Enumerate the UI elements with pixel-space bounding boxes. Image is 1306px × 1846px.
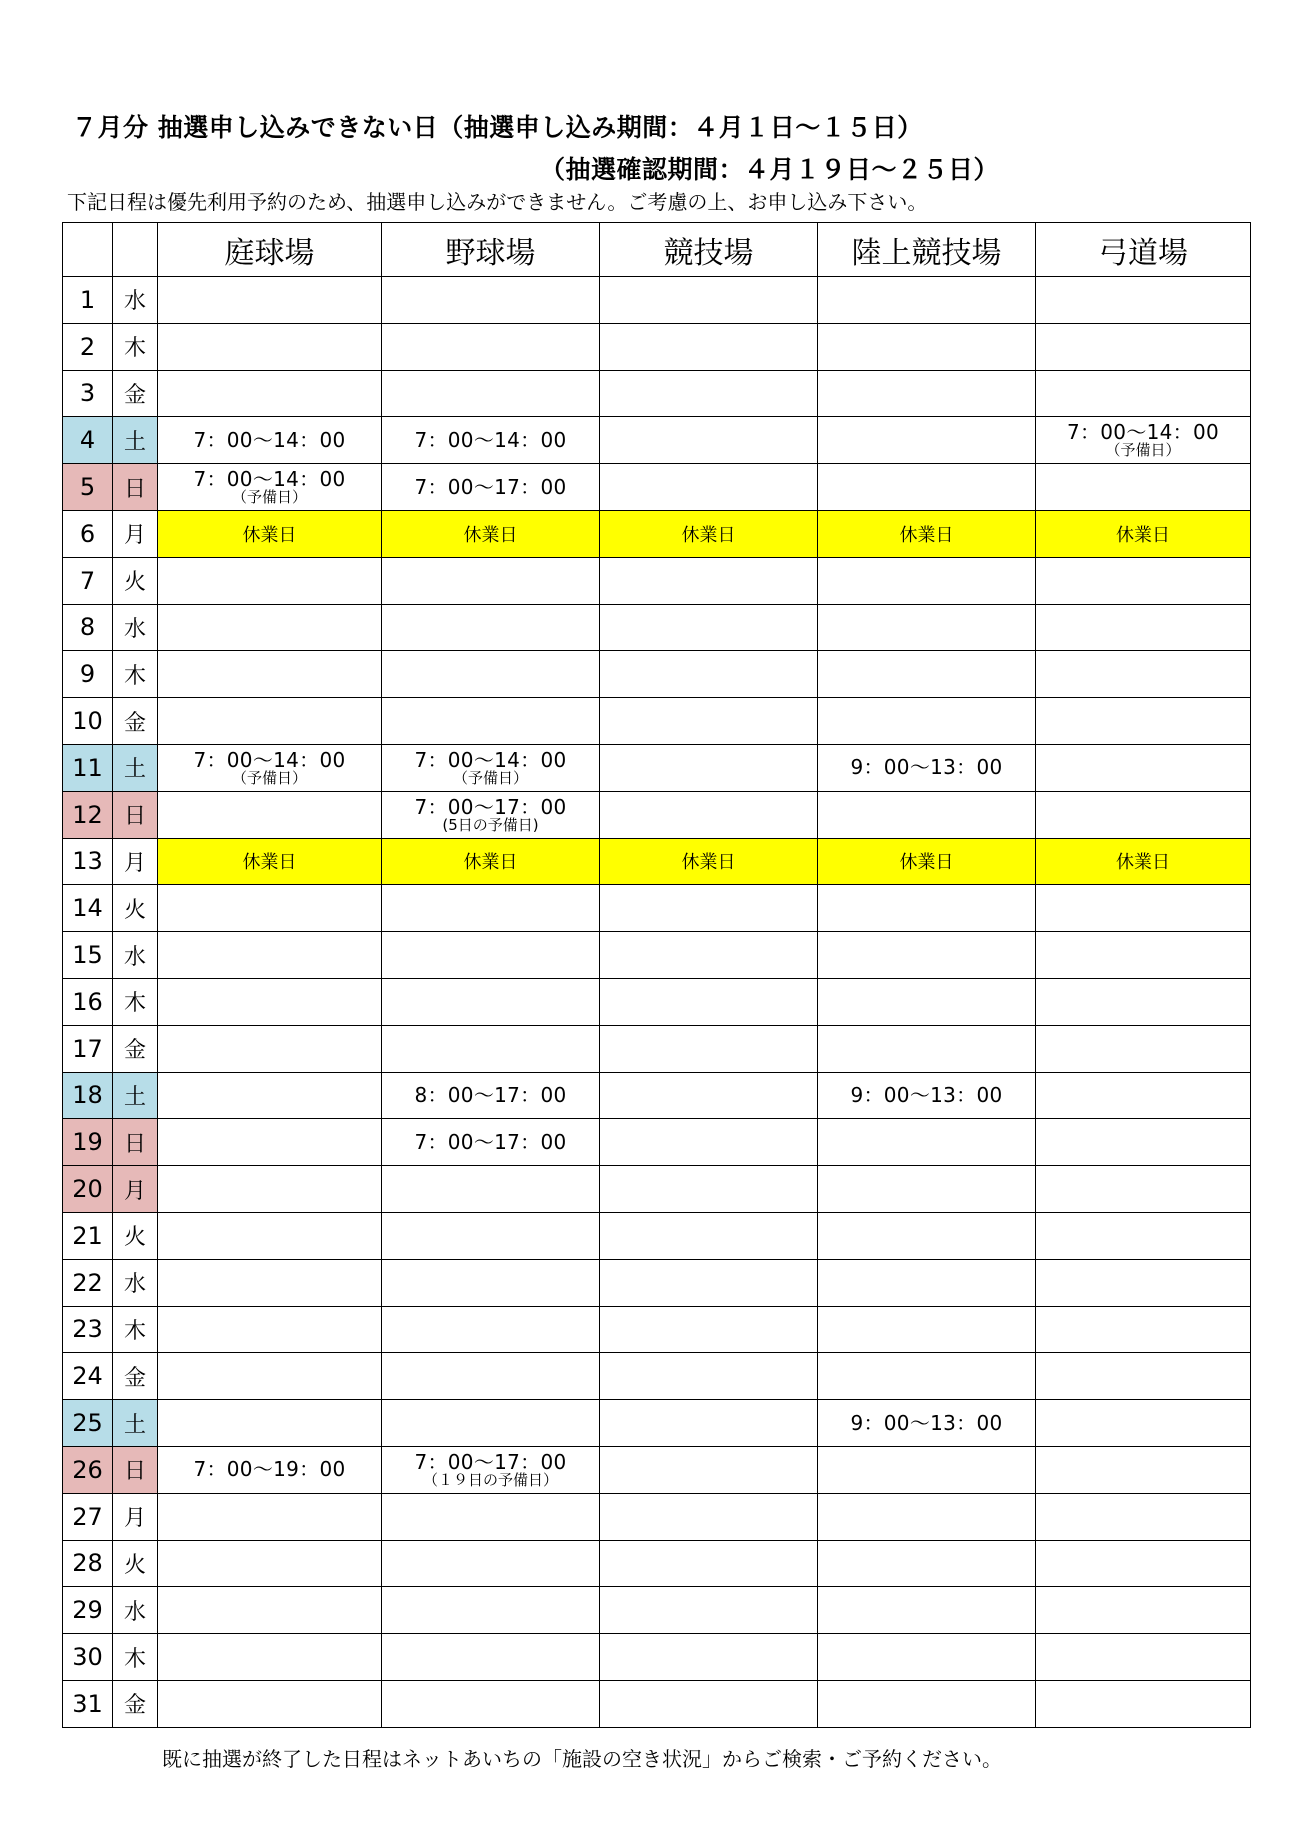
reservation-cell [600, 1119, 818, 1166]
day-number: 4 [63, 417, 113, 464]
reservation-cell [818, 1446, 1036, 1493]
reservation-cell [1036, 417, 1251, 464]
reservation-cell [818, 277, 1036, 324]
reservation-cell [600, 1587, 818, 1634]
reservation-cell [600, 698, 818, 745]
reservation-cell [158, 978, 382, 1025]
day-of-week: 水 [113, 277, 158, 324]
reservation-cell [818, 1306, 1036, 1353]
reservation-cell [1036, 1259, 1251, 1306]
reservation-cell [1036, 1353, 1251, 1400]
reservation-cell [158, 417, 382, 464]
reservation-cell [158, 1072, 382, 1119]
reservation-cell [818, 604, 1036, 651]
reservation-cell [600, 1072, 818, 1119]
reservation-cell [818, 791, 1036, 838]
reservation-cell [818, 1025, 1036, 1072]
reservation-cell [1036, 744, 1251, 791]
reservation-cell [600, 1306, 818, 1353]
closed-day-cell: 休業日 [818, 510, 1036, 557]
reservation-cell [818, 1072, 1036, 1119]
day-number: 19 [63, 1119, 113, 1166]
table-row [63, 1634, 1251, 1681]
closed-day-cell: 休業日 [600, 510, 818, 557]
reservation-cell [818, 978, 1036, 1025]
day-of-week: 水 [113, 1259, 158, 1306]
table-row [63, 1259, 1251, 1306]
reservation-cell [600, 1353, 818, 1400]
reservation-cell [382, 1306, 600, 1353]
reserve-note: （予備日） [452, 768, 528, 787]
day-of-week: 木 [113, 323, 158, 370]
reservation-cell [1036, 651, 1251, 698]
table-row [63, 1587, 1251, 1634]
page-title: ７月分 抽選申し込みできない日（抽選申し込み期間：４月１日～１５日） [72, 113, 923, 142]
reservation-cell [600, 557, 818, 604]
reservation-cell [600, 1166, 818, 1213]
reservation-cell [382, 1493, 600, 1540]
reservation-cell [382, 1259, 600, 1306]
reserved-time: 7：00～14：00 [193, 427, 346, 452]
facility-header: 競技場 [600, 223, 818, 277]
day-of-week: 金 [113, 1680, 158, 1727]
reservation-cell [600, 323, 818, 370]
day-number: 30 [63, 1634, 113, 1681]
reservation-cell [818, 557, 1036, 604]
reserved-time: 7：00～14：00 [414, 747, 567, 772]
closed-day-cell: 休業日 [382, 510, 600, 557]
reservation-cell [382, 464, 600, 511]
day-of-week: 金 [113, 698, 158, 745]
table-row [63, 510, 1251, 557]
reservation-cell [600, 1493, 818, 1540]
day-of-week: 木 [113, 651, 158, 698]
day-number: 10 [63, 698, 113, 745]
day-of-week: 木 [113, 978, 158, 1025]
reservation-cell [1036, 1493, 1251, 1540]
reserved-time: 7：00～19：00 [193, 1457, 346, 1482]
reservation-cell [1036, 932, 1251, 979]
table-row [63, 978, 1251, 1025]
reservation-cell [818, 932, 1036, 979]
reservation-cell [382, 1119, 600, 1166]
day-number: 13 [63, 838, 113, 885]
day-number: 20 [63, 1166, 113, 1213]
reservation-cell [600, 1634, 818, 1681]
reservation-cell [600, 417, 818, 464]
reservation-cell [818, 1634, 1036, 1681]
closed-day-cell: 休業日 [382, 838, 600, 885]
table-row [63, 1025, 1251, 1072]
reservation-cell [158, 1680, 382, 1727]
day-of-week: 月 [113, 1166, 158, 1213]
reservation-cell [158, 557, 382, 604]
table-row [63, 557, 1251, 604]
day-number: 29 [63, 1587, 113, 1634]
table-row [63, 1680, 1251, 1727]
reservation-cell [818, 370, 1036, 417]
schedule-table [62, 222, 1251, 1728]
reservation-cell [818, 1493, 1036, 1540]
reservation-cell [818, 698, 1036, 745]
reservation-cell [158, 1400, 382, 1447]
reserved-time: 7：00～17：00 [414, 794, 567, 819]
reservation-cell [158, 1025, 382, 1072]
day-of-week: 木 [113, 1634, 158, 1681]
table-row [63, 932, 1251, 979]
reservation-cell [600, 1540, 818, 1587]
table-row [63, 1446, 1251, 1493]
day-number: 28 [63, 1540, 113, 1587]
day-of-week: 水 [113, 1587, 158, 1634]
day-number: 31 [63, 1680, 113, 1727]
reservation-cell [1036, 1540, 1251, 1587]
reservation-cell [158, 1353, 382, 1400]
footer-text: 既に抽選が終了した日程はネットあいちの「施設の空き状況」からご検索・ご予約ください。 [162, 1747, 1002, 1771]
day-number: 9 [63, 651, 113, 698]
table-row [63, 1400, 1251, 1447]
reservation-cell [382, 417, 600, 464]
schedule-body [63, 277, 1251, 1728]
reservation-cell [600, 1025, 818, 1072]
day-of-week: 金 [113, 1353, 158, 1400]
reservation-cell [600, 464, 818, 511]
reservation-cell [1036, 1680, 1251, 1727]
reservation-cell [1036, 1119, 1251, 1166]
reservation-cell [382, 1446, 600, 1493]
reservation-cell [818, 1680, 1036, 1727]
reservation-cell [600, 885, 818, 932]
day-number: 2 [63, 323, 113, 370]
reserve-note: （予備日） [1105, 441, 1181, 460]
closed-day-cell: 休業日 [158, 838, 382, 885]
reservation-cell [158, 744, 382, 791]
reservation-cell [1036, 323, 1251, 370]
reservation-cell [818, 464, 1036, 511]
reserved-time: 7：00～17：00 [414, 474, 567, 499]
reservation-cell [818, 1587, 1036, 1634]
day-of-week: 日 [113, 791, 158, 838]
reservation-cell [1036, 604, 1251, 651]
reservation-cell [600, 1446, 818, 1493]
day-number: 15 [63, 932, 113, 979]
reservation-cell [600, 651, 818, 698]
reserved-time: 9：00～13：00 [850, 755, 1003, 780]
day-of-week: 日 [113, 464, 158, 511]
table-row [63, 1166, 1251, 1213]
table-row [63, 1540, 1251, 1587]
facility-header: 庭球場 [158, 223, 382, 277]
day-of-week: 土 [113, 1072, 158, 1119]
header-dow-cell [113, 223, 158, 277]
facility-header: 弓道場 [1036, 223, 1251, 277]
reservation-cell [158, 791, 382, 838]
day-of-week: 日 [113, 1446, 158, 1493]
day-number: 25 [63, 1400, 113, 1447]
reservation-cell [158, 932, 382, 979]
day-of-week: 金 [113, 1025, 158, 1072]
reservation-cell [1036, 557, 1251, 604]
day-of-week: 土 [113, 744, 158, 791]
reservation-cell [158, 1446, 382, 1493]
reserved-time: 9：00～13：00 [850, 1082, 1003, 1107]
reservation-cell [382, 1400, 600, 1447]
reservation-cell [158, 323, 382, 370]
day-number: 14 [63, 885, 113, 932]
closed-day-cell: 休業日 [1036, 838, 1251, 885]
table-row [63, 464, 1251, 511]
table-row [63, 838, 1251, 885]
day-of-week: 月 [113, 510, 158, 557]
day-number: 6 [63, 510, 113, 557]
table-row [63, 651, 1251, 698]
reservation-cell [600, 932, 818, 979]
reservation-cell [382, 1587, 600, 1634]
reserve-note: （予備日） [231, 768, 307, 787]
reservation-cell [158, 1212, 382, 1259]
day-number: 11 [63, 744, 113, 791]
notice-text: 下記日程は優先利用予約のため、抽選申し込みができません。ご考慮の上、お申し込み下さい。 [67, 190, 928, 214]
reservation-cell [158, 604, 382, 651]
reservation-cell [382, 932, 600, 979]
day-number: 24 [63, 1353, 113, 1400]
reservation-cell [382, 885, 600, 932]
reservation-cell [158, 1493, 382, 1540]
day-number: 23 [63, 1306, 113, 1353]
reservation-cell [818, 1259, 1036, 1306]
facility-header: 野球場 [382, 223, 600, 277]
reservation-cell [1036, 1212, 1251, 1259]
table-row [63, 885, 1251, 932]
reserved-time: 7：00～17：00 [414, 1129, 567, 1154]
reservation-cell [818, 744, 1036, 791]
table-row [63, 1306, 1251, 1353]
reservation-cell [1036, 885, 1251, 932]
reservation-cell [382, 744, 600, 791]
day-number: 8 [63, 604, 113, 651]
day-of-week: 月 [113, 838, 158, 885]
table-row [63, 744, 1251, 791]
day-of-week: 火 [113, 1540, 158, 1587]
reservation-cell [600, 1212, 818, 1259]
day-number: 22 [63, 1259, 113, 1306]
day-number: 5 [63, 464, 113, 511]
reservation-cell [158, 1166, 382, 1213]
reservation-cell [382, 651, 600, 698]
table-row [63, 417, 1251, 464]
reservation-cell [1036, 978, 1251, 1025]
reservation-cell [382, 1680, 600, 1727]
table-row [63, 370, 1251, 417]
reservation-cell [382, 791, 600, 838]
reservation-cell [600, 604, 818, 651]
reservation-cell [158, 1119, 382, 1166]
reservation-cell [818, 417, 1036, 464]
table-row [63, 277, 1251, 324]
day-of-week: 日 [113, 1119, 158, 1166]
reservation-cell [382, 698, 600, 745]
reservation-cell [158, 370, 382, 417]
day-number: 21 [63, 1212, 113, 1259]
reservation-cell [818, 651, 1036, 698]
reservation-cell [382, 370, 600, 417]
reservation-cell [1036, 464, 1251, 511]
reservation-cell [158, 1587, 382, 1634]
reservation-cell [600, 791, 818, 838]
reserved-time: 7：00～14：00 [414, 427, 567, 452]
reserve-note: (5日の予備日) [442, 815, 539, 834]
reservation-cell [818, 323, 1036, 370]
reservation-cell [382, 1166, 600, 1213]
reservation-cell [1036, 1400, 1251, 1447]
table-row [63, 323, 1251, 370]
reservation-cell [1036, 1634, 1251, 1681]
reservation-cell [158, 1634, 382, 1681]
reservation-cell [1036, 1166, 1251, 1213]
reserve-note: （予備日） [231, 488, 307, 507]
day-of-week: 水 [113, 932, 158, 979]
reservation-cell [818, 1353, 1036, 1400]
reservation-cell [600, 370, 818, 417]
closed-day-cell: 休業日 [818, 838, 1036, 885]
reserved-time: 9：00～13：00 [850, 1410, 1003, 1435]
table-row [63, 1353, 1251, 1400]
table-row [63, 791, 1251, 838]
reservation-cell [1036, 1072, 1251, 1119]
reservation-cell [382, 1025, 600, 1072]
closed-day-cell: 休業日 [600, 838, 818, 885]
reservation-cell [600, 978, 818, 1025]
day-number: 12 [63, 791, 113, 838]
reservation-cell [600, 1259, 818, 1306]
day-of-week: 土 [113, 417, 158, 464]
day-number: 26 [63, 1446, 113, 1493]
header-row [63, 223, 1251, 277]
table-row [63, 1493, 1251, 1540]
reservation-cell [158, 698, 382, 745]
reserved-time: 7：00～14：00 [1066, 420, 1220, 445]
reservation-cell [1036, 277, 1251, 324]
table-row [63, 604, 1251, 651]
day-number: 27 [63, 1493, 113, 1540]
day-of-week: 木 [113, 1306, 158, 1353]
table-row [63, 1072, 1251, 1119]
day-number: 18 [63, 1072, 113, 1119]
reservation-cell [1036, 1025, 1251, 1072]
reservation-cell [158, 1540, 382, 1587]
header-day-cell [63, 223, 113, 277]
closed-day-cell: 休業日 [158, 510, 382, 557]
table-row [63, 698, 1251, 745]
reserved-time: 7：00～14：00 [193, 467, 346, 492]
reserved-time: 7：00～17：00 [414, 1449, 567, 1474]
day-of-week: 月 [113, 1493, 158, 1540]
day-of-week: 金 [113, 370, 158, 417]
reservation-cell [600, 277, 818, 324]
reservation-cell [382, 557, 600, 604]
reservation-cell [158, 1259, 382, 1306]
reservation-cell [158, 885, 382, 932]
reservation-cell [158, 1306, 382, 1353]
day-number: 1 [63, 277, 113, 324]
day-of-week: 火 [113, 1212, 158, 1259]
reserved-time: 8：00～17：00 [414, 1082, 567, 1107]
reservation-cell [1036, 370, 1251, 417]
facility-header: 陸上競技場 [818, 223, 1036, 277]
reservation-cell [382, 604, 600, 651]
reservation-cell [382, 978, 600, 1025]
day-of-week: 水 [113, 604, 158, 651]
reservation-cell [382, 1353, 600, 1400]
reservation-cell [1036, 698, 1251, 745]
page-subtitle: （抽選確認期間：４月１９日～２５日） [540, 155, 1000, 184]
reservation-cell [1036, 791, 1251, 838]
day-number: 17 [63, 1025, 113, 1072]
reservation-cell [818, 1166, 1036, 1213]
reservation-cell [382, 323, 600, 370]
reservation-cell [818, 1400, 1036, 1447]
reservation-cell [158, 464, 382, 511]
reservation-cell [158, 651, 382, 698]
table-row [63, 1212, 1251, 1259]
day-number: 7 [63, 557, 113, 604]
day-of-week: 火 [113, 557, 158, 604]
reservation-cell [382, 1072, 600, 1119]
closed-day-cell: 休業日 [1036, 510, 1251, 557]
reservation-cell [818, 1119, 1036, 1166]
reservation-cell [1036, 1587, 1251, 1634]
reservation-cell [818, 885, 1036, 932]
reservation-cell [600, 1680, 818, 1727]
day-number: 16 [63, 978, 113, 1025]
day-of-week: 土 [113, 1400, 158, 1447]
day-of-week: 火 [113, 885, 158, 932]
reservation-cell [1036, 1306, 1251, 1353]
reservation-cell [382, 1634, 600, 1681]
reservation-cell [600, 744, 818, 791]
reservation-cell [158, 277, 382, 324]
reserve-note: （１９日の予備日） [422, 1470, 558, 1489]
reservation-cell [818, 1212, 1036, 1259]
reservation-cell [382, 1540, 600, 1587]
reservation-cell [382, 277, 600, 324]
reservation-cell [1036, 1446, 1251, 1493]
table-row [63, 1119, 1251, 1166]
reserved-time: 7：00～14：00 [193, 747, 346, 772]
reservation-cell [382, 1212, 600, 1259]
day-number: 3 [63, 370, 113, 417]
reservation-cell [818, 1540, 1036, 1587]
reservation-cell [600, 1400, 818, 1447]
